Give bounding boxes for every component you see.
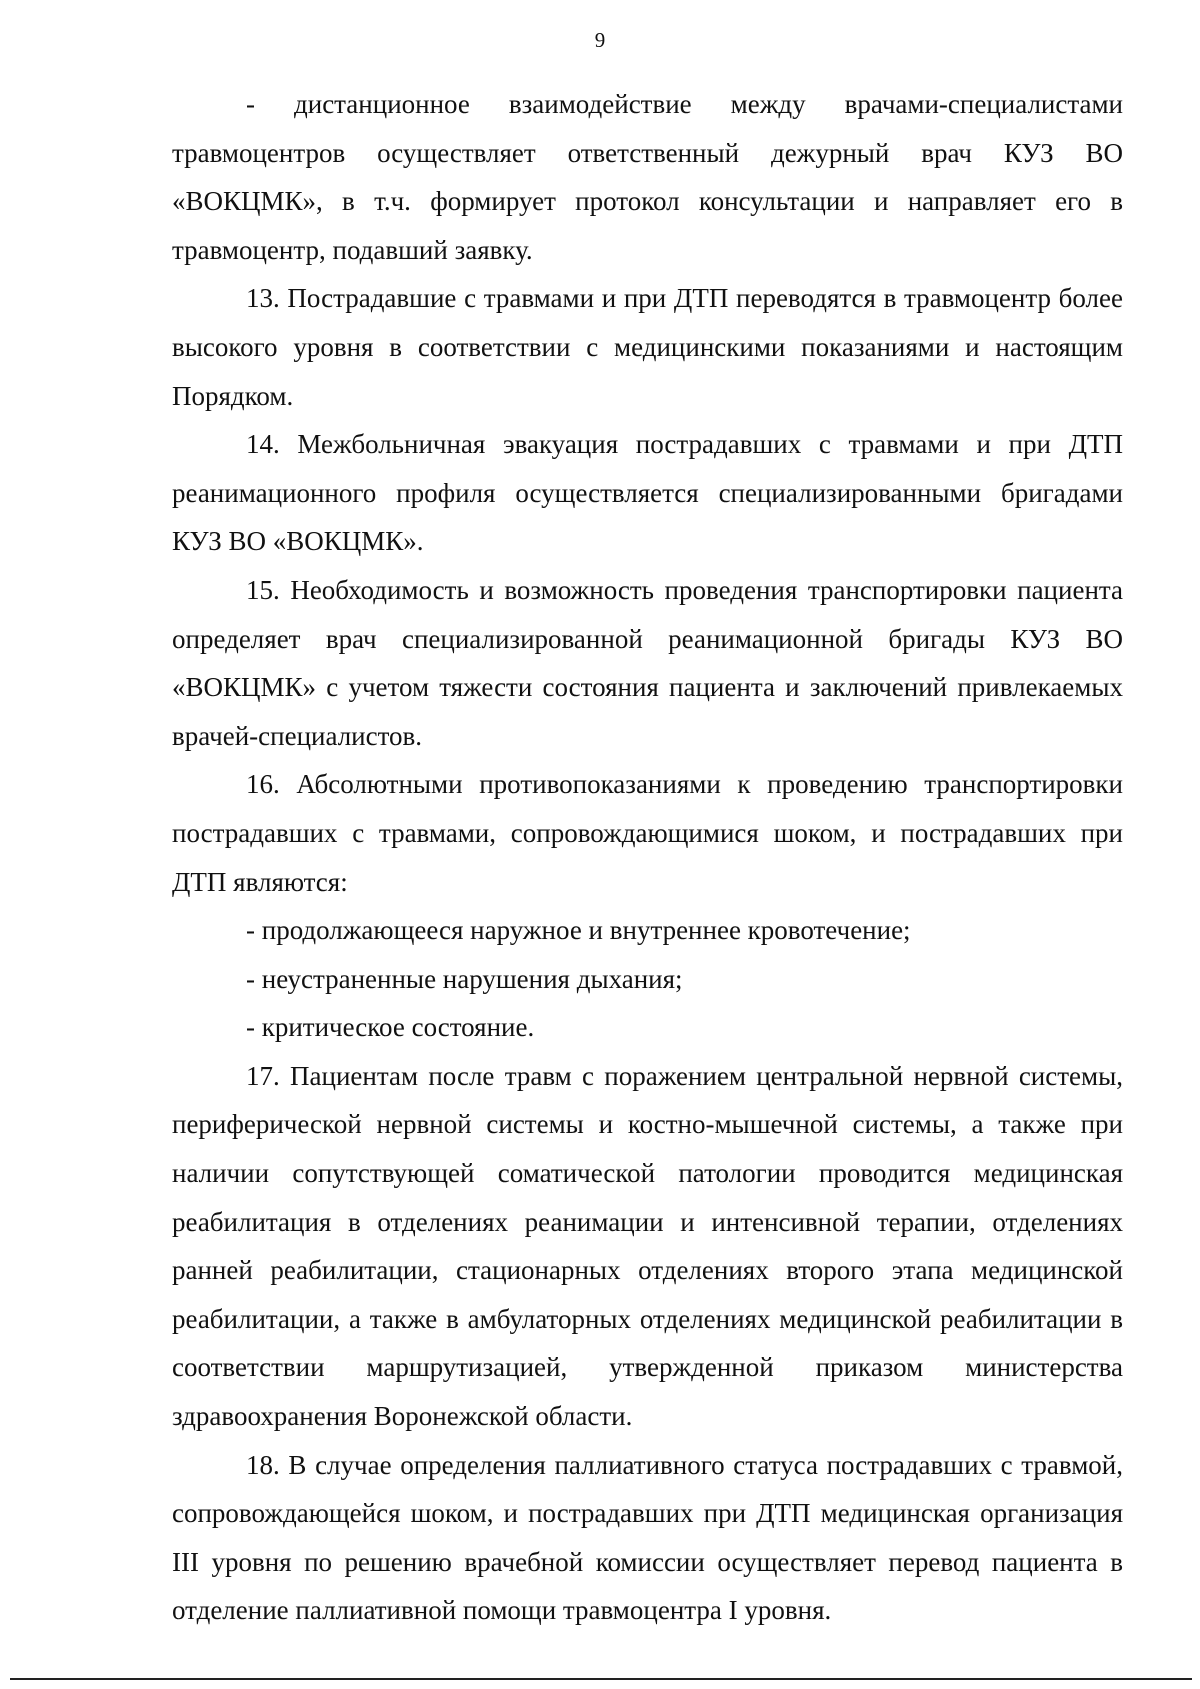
page-bottom-rule [10, 1678, 1192, 1680]
paragraph-13: 13. Пострадавшие с травмами и при ДТП переводятся в травмоцентр более высокого уровня в соответствии с медицинскими показаниями и настоящим Порядком. [172, 283, 1123, 411]
list-item-bleeding: - продолжающееся наружное и внутреннее кровотечение; [246, 915, 911, 946]
paragraph-14: 14. Межбольничная эвакуация пострадавших с травмами и при ДТП реанимационного профиля осуществляется специализированными бригадами КУЗ ВО «ВОКЦМК». [172, 429, 1123, 557]
paragraph-18: 18. В случае определения паллиативного статуса пострадавших с травмой, сопровождающейся шоком, и пострадавших при ДТП медицинская организация III уровня по решению врачебной комиссии осуществляет перевод пациента в отделение паллиативной помощи травмоцентра I уровня. [172, 1449, 1123, 1626]
page-number: 9 [594, 28, 606, 52]
paragraph-15: 15. Необходимость и возможность проведения транспортировки пациента определяет врач специализированной реанимационной бригады КУЗ ВО «ВОКЦМК» с учетом тяжести состояния пациента и заключений привлекаемых врачей-специалистов. [172, 574, 1123, 751]
paragraph-remote-consultation: - дистанционное взаимодействие между врачами-специалистами травмоцентров осуществляет ответственный дежурный врач КУЗ ВО «ВОКЦМК», в т.ч. формирует протокол консультации и направляет его в травмоцентр, подавший заявку. [172, 89, 1123, 265]
paragraph-17: 17. Пациентам после травм с поражением центральной нервной системы, периферической нервной системы и костно-мышечной системы, а также при наличии сопутствующей соматической патологии проводится медицинская реабилитация в отделениях реанимации и интенсивной терапии, отделениях ранней реабилитации, стационарных отделениях второго этапа медицинской реабилитации, а также в амбулаторных отделениях медицинской реабилитации в соответствии маршрутизацией, утвержденной приказом министерства здравоохранения Воронежской области. [172, 1060, 1123, 1432]
list-item-breathing: - неустраненные нарушения дыхания; [246, 963, 683, 994]
list-item-critical-state: - критическое состояние. [246, 1012, 535, 1043]
document-body [172, 80, 1123, 1635]
paragraph-16: 16. Абсолютными противопоказаниями к проведению транспортировки пострадавших с травмами, сопровождающимися шоком, и пострадавших при ДТП являются: [172, 769, 1123, 897]
